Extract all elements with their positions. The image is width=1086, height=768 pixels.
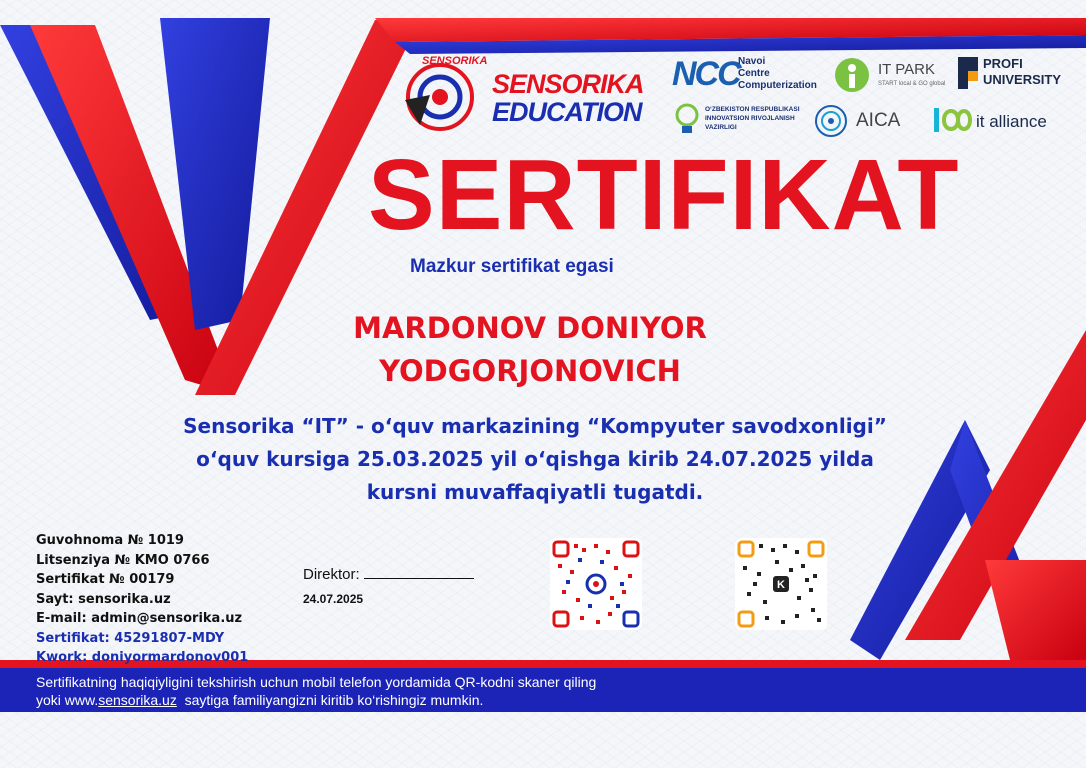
sertifikat-number: Sertifikat № 00179	[36, 572, 175, 587]
signature-line	[364, 578, 474, 579]
ministry-line2: INNOVATSION RIVOJLANISH	[705, 115, 795, 122]
ncc-logo	[672, 55, 832, 95]
sensorika-wordmark: SENSORIKA	[492, 69, 644, 99]
svg-text:K: K	[777, 579, 785, 591]
sensorika-arc-text: SENSORIKA	[422, 55, 488, 67]
litsenziya: Litsenziya № KMO 0766	[36, 552, 210, 568]
footer-text	[36, 673, 596, 709]
footer-line2-suffix: saytiga familiyangizni kiritib ko‘rishingiz mumkin.	[176, 692, 484, 708]
itpark-logo	[832, 55, 952, 95]
ncc-mark: NCC	[672, 55, 740, 93]
certificate-body	[60, 410, 1010, 509]
a-shape-red-bar	[985, 560, 1086, 660]
recipient-name-line1: MARDONOV DONIYOR	[353, 311, 707, 345]
site: Sayt: sensorika.uz	[36, 591, 171, 607]
footer-site-link[interactable]: sensorika.uz	[98, 692, 177, 708]
sensorika-logo	[400, 55, 660, 140]
italliance-infinity-icon	[932, 102, 972, 136]
director-date: 24.07.2025	[303, 592, 364, 606]
itpark-tagline: START local & GO global	[878, 81, 946, 87]
guvohnoma: Guvohnoma № 1019	[36, 533, 184, 548]
ncc-line1: Navoi	[738, 56, 766, 67]
profi-line2: UNIVERSITY	[983, 72, 1062, 87]
certificate-title: SERTIFIKAT	[368, 139, 960, 251]
ministry-logo	[672, 102, 812, 138]
aica-logo	[812, 102, 922, 138]
profi-mark-icon	[956, 55, 980, 91]
education-wordmark: EDUCATION	[492, 97, 642, 127]
aica-flower-icon	[812, 102, 850, 140]
email: E-mail: admin@sensorika.uz	[36, 611, 243, 626]
ministry-line1: O‘ZBEKISTON RESPUBLIKASI	[705, 106, 800, 113]
lightbulb-icon	[672, 102, 702, 136]
recipient-name-line2: YODGORJONOVICH	[379, 354, 681, 388]
profi-logo	[956, 55, 1081, 95]
sensorika-emblem-icon	[400, 55, 488, 140]
ncc-line2: Centre	[738, 68, 770, 79]
qr-code-kwork[interactable]	[735, 538, 827, 630]
italliance-wordmark: it alliance	[976, 112, 1047, 131]
ministry-line3: VAZIRLIGI	[705, 124, 737, 131]
footer-line2-prefix: yoki www.	[36, 692, 99, 708]
certificate-info	[36, 531, 248, 668]
qr-code-red-icon	[550, 538, 642, 630]
kwork-id: Kwork: doniyormardonov001	[36, 650, 249, 665]
footer-line2	[36, 691, 596, 709]
body-line1: Sensorika “IT” - o‘quv markazining “Kompyuter savodxonligi”	[183, 414, 887, 438]
sertifikat-code: Sertifikat: 45291807-MDY	[36, 630, 225, 646]
ncc-line3: Computerization	[738, 80, 817, 91]
qr-code-sensorika[interactable]	[550, 538, 642, 630]
director-signature	[303, 566, 474, 583]
profi-line1: PROFI	[983, 56, 1023, 71]
certificate-subtitle: Mazkur sertifikat egasi	[410, 256, 614, 277]
body-line3: kursni muvaffaqiyatli tugatdi.	[366, 480, 704, 504]
qr-code-kwork-icon	[735, 538, 827, 630]
itpark-leaf-icon	[832, 55, 872, 95]
director-label: Direktor:	[303, 566, 360, 583]
body-line2: o‘quv kursiga 25.03.2025 yil o‘qishga kirib 24.07.2025 yilda	[196, 447, 874, 471]
italliance-logo	[932, 102, 1082, 138]
aica-wordmark: AICA	[856, 110, 901, 131]
itpark-wordmark: IT PARK	[878, 61, 935, 78]
footer-line1: Sertifikatning haqiqiyligini tekshirish uchun mobil telefon yordamida QR-kodni skaner qiling	[36, 674, 597, 690]
